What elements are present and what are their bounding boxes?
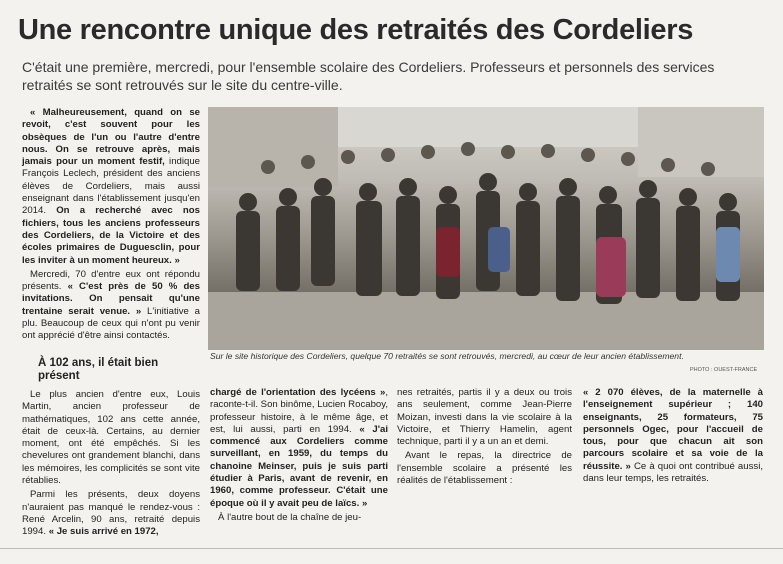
paragraph: chargé de l'orientation des lycéens », raconte-t-il. Son binôme, Lucien Rocaboy, professeur histoire, à le même âge, et est, lui aussi, parti en 1994. « J'ai commencé aux Cordeliers comme surveillant, en 1959, du temps du chanoine Meinser, puis je suis parti étudier à Paris, avant de revenir, en 1960, comme professeur. C'était une époque où il y avait peu de laïcs. » [210, 387, 388, 509]
article-column-1-lower [22, 389, 200, 541]
article-headline: Une rencontre unique des retraités des Cordeliers [18, 14, 694, 46]
group-photo [208, 107, 764, 350]
paragraph: nes retraités, partis il y a deux ou trois ans seulement, comme Jean-Pierre Moizan, investi dans la vie scolaire à la Victoire, et Thierry Hamelin, agent technique, parti il y a un an et demi. [397, 387, 572, 448]
article-standfirst: C'était une première, mercredi, pour l'ensemble scolaire des Cordeliers. Professeurs et personnels des services retraités se sont retrouvés sur le site du centre-ville. [22, 59, 715, 93]
article-column-3 [397, 387, 572, 489]
photo-caption: Sur le site historique des Cordeliers, quelque 70 retraités se sont retrouvés, mercredi, au cœur de leur ancien établissement. [210, 351, 684, 361]
paragraph: Mercredi, 70 d'entre eux ont répondu présents. « C'est près de 50 % des invitations. On pensait qu'une trentaine serait venue. » L'initiative a plu. Beaucoup de ceux qui n'ont pu venir ont apprécié d'être ainsi contactés. [22, 268, 201, 342]
paragraph: À l'autre bout de la chaîne de jeu- [218, 511, 362, 523]
paragraph: Le plus ancien d'entre eux, Louis Martin, ancien professeur de mathématiques, 102 ans cette année, était de ceux-là. Certains, au dernier moment, ont été empêchés. Si les chevelures ont grandement blanchi, dans les mémoires, les complicités se sont vite rétablies. [22, 389, 200, 487]
paragraph: « 2 070 élèves, de la maternelle à l'enseignement supérieur ; 140 enseignants, 25 formateurs, 75 personnels Ogec, pour l'accueil de tous, pour que chacun ait son parcours scolaire et sa voie de la réussite. » Ce à quoi ont contribué aussi, dans leur temps, les retraités. [583, 387, 763, 485]
photo-illustration [208, 107, 764, 350]
article-column-1 [22, 107, 200, 345]
article-subhead: À 102 ans, il était bien présent [38, 357, 159, 382]
paragraph: « Malheureusement, quand on se revoit, c'est souvent pour les obsèques de l'un ou l'autre d'entre nous. On se retrouve après, mais jamais pour un moment festif, indique François Leclech, président des anciens élèves de Cordeliers, mais aussi enseignant dans l'établissement jusqu'en 2014. On a recherché avec nos fichiers, tous les anciens professeurs des Cordeliers, de la Victoire et des écoles primaires de Duguesclin, pour les inviter à un moment heureux. » [22, 107, 201, 266]
paragraph: Parmi les présents, deux doyens n'auraient pas manqué le rendez-vous : René Arcelin, 90 ans, retraité depuis 1994. « Je suis arrivé en 1972, [22, 489, 200, 538]
paragraph: Avant le repas, la directrice de l'ensemble scolaire a présenté les réalités de l'établissement : [397, 450, 572, 487]
article-column-2 [210, 387, 388, 526]
page-bottom-rule [0, 548, 783, 549]
article-column-4 [583, 387, 763, 487]
photo-credit: PHOTO : OUEST-FRANCE [690, 367, 758, 373]
